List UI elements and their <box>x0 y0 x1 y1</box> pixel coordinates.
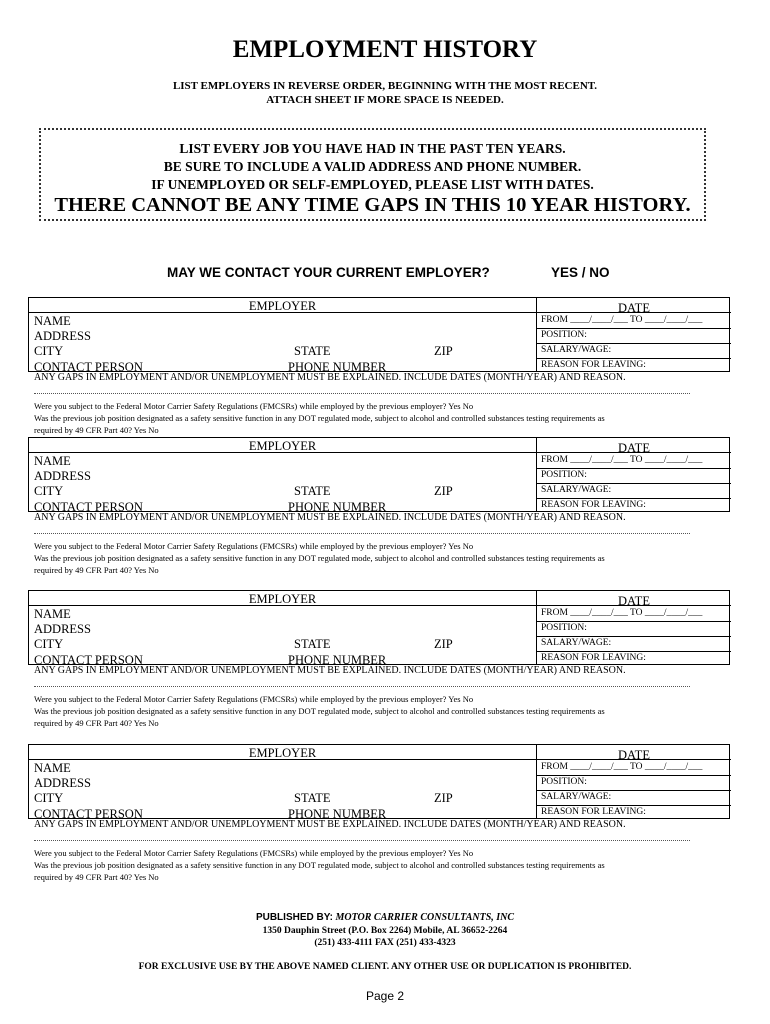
address-field[interactable]: ADDRESS <box>34 329 91 343</box>
fmcsr-question[interactable]: Were you subject to the Federal Motor Carrier Safety Regulations (FMCSRs) while employed by the previous employer? Yes No <box>34 541 474 551</box>
reason-field[interactable]: REASON FOR LEAVING: <box>541 653 646 663</box>
address-field[interactable]: ADDRESS <box>34 776 91 790</box>
gaps-instruction: ANY GAPS IN EMPLOYMENT AND/OR UNEMPLOYMENT MUST BE EXPLAINED. INCLUDE DATES (MONTH/YEAR) AND REASON. <box>34 372 626 383</box>
page-number: Page 2 <box>365 989 405 1003</box>
dot-question-line-2[interactable]: required by 49 CFR Part 40? Yes No <box>34 872 159 882</box>
zip-field[interactable]: ZIP <box>434 344 453 358</box>
name-field[interactable]: NAME <box>34 607 71 621</box>
gaps-instruction: ANY GAPS IN EMPLOYMENT AND/OR UNEMPLOYMENT MUST BE EXPLAINED. INCLUDE DATES (MONTH/YEAR) AND REASON. <box>34 819 626 830</box>
dot-question-line-2[interactable]: required by 49 CFR Part 40? Yes No <box>34 565 159 575</box>
gaps-explanation-line[interactable] <box>34 533 690 534</box>
employer-table <box>28 590 730 665</box>
from-to-field[interactable]: FROM ____/____/___ TO ____/____/___ <box>541 315 703 325</box>
state-field[interactable]: STATE <box>294 791 331 805</box>
fmcsr-question[interactable]: Were you subject to the Federal Motor Carrier Safety Regulations (FMCSRs) while employed by the previous employer? Yes No <box>34 694 474 704</box>
contact-employer-question: MAY WE CONTACT YOUR CURRENT EMPLOYER? <box>167 265 490 280</box>
address-field[interactable]: ADDRESS <box>34 622 91 636</box>
notice-line-3: IF UNEMPLOYED OR SELF-EMPLOYED, PLEASE LIST WITH DATES. <box>151 177 594 192</box>
date-header: DATE <box>618 301 650 315</box>
instruction-line-1: LIST EMPLOYERS IN REVERSE ORDER, BEGINNING WITH THE MOST RECENT. <box>172 80 598 92</box>
employer-header: EMPLOYER <box>248 299 317 313</box>
fmcsr-question[interactable]: Were you subject to the Federal Motor Carrier Safety Regulations (FMCSRs) while employed by the previous employer? Yes No <box>34 848 474 858</box>
phone-number-field[interactable]: PHONE NUMBER <box>288 360 387 374</box>
dot-question-line-2[interactable]: required by 49 CFR Part 40? Yes No <box>34 425 159 435</box>
employer-table <box>28 744 730 819</box>
position-field[interactable]: POSITION: <box>541 777 587 787</box>
city-field[interactable]: CITY <box>34 791 64 805</box>
date-header: DATE <box>618 441 650 455</box>
salary-field[interactable]: SALARY/WAGE: <box>541 792 612 802</box>
city-field[interactable]: CITY <box>34 637 64 651</box>
salary-field[interactable]: SALARY/WAGE: <box>541 345 612 355</box>
reason-field[interactable]: REASON FOR LEAVING: <box>541 500 646 510</box>
address-field[interactable]: ADDRESS <box>34 469 91 483</box>
date-header: DATE <box>618 594 650 608</box>
phone-number-field[interactable]: PHONE NUMBER <box>288 653 387 667</box>
name-field[interactable]: NAME <box>34 454 71 468</box>
contact-person-field[interactable]: CONTACT PERSON <box>34 360 143 374</box>
notice-line-1: LIST EVERY JOB YOU HAVE HAD IN THE PAST TEN YEARS. <box>179 141 566 156</box>
state-field[interactable]: STATE <box>294 637 331 651</box>
reason-field[interactable]: REASON FOR LEAVING: <box>541 360 646 370</box>
fmcsr-question[interactable]: Were you subject to the Federal Motor Carrier Safety Regulations (FMCSRs) while employed by the previous employer? Yes No <box>34 401 474 411</box>
usage-disclaimer: FOR EXCLUSIVE USE BY THE ABOVE NAMED CLIENT. ANY OTHER USE OR DUPLICATION IS PROHIBITED. <box>138 962 632 972</box>
employer-header: EMPLOYER <box>248 746 317 760</box>
name-field[interactable]: NAME <box>34 314 71 328</box>
employer-table <box>28 437 730 512</box>
phone-number-field[interactable]: PHONE NUMBER <box>288 500 387 514</box>
position-field[interactable]: POSITION: <box>541 623 587 633</box>
dot-question-line-1: Was the previous job position designated as a safety sensitive function in any DOT regulated mode, subject to alcohol and controlled substances testing requirements as <box>34 706 605 716</box>
notice-line-2: BE SURE TO INCLUDE A VALID ADDRESS AND PHONE NUMBER. <box>163 159 582 174</box>
contact-person-field[interactable]: CONTACT PERSON <box>34 653 143 667</box>
employer-header: EMPLOYER <box>248 592 317 606</box>
gaps-instruction: ANY GAPS IN EMPLOYMENT AND/OR UNEMPLOYMENT MUST BE EXPLAINED. INCLUDE DATES (MONTH/YEAR) AND REASON. <box>34 512 626 523</box>
name-field[interactable]: NAME <box>34 761 71 775</box>
city-field[interactable]: CITY <box>34 344 64 358</box>
from-to-field[interactable]: FROM ____/____/___ TO ____/____/___ <box>541 455 703 465</box>
contact-person-field[interactable]: CONTACT PERSON <box>34 807 143 821</box>
gaps-explanation-line[interactable] <box>34 393 690 394</box>
employer-table <box>28 297 730 372</box>
zip-field[interactable]: ZIP <box>434 791 453 805</box>
gaps-instruction: ANY GAPS IN EMPLOYMENT AND/OR UNEMPLOYMENT MUST BE EXPLAINED. INCLUDE DATES (MONTH/YEAR) AND REASON. <box>34 665 626 676</box>
contact-employer-yes-no[interactable]: YES / NO <box>551 265 610 280</box>
gaps-explanation-line[interactable] <box>34 686 690 687</box>
from-to-field[interactable]: FROM ____/____/___ TO ____/____/___ <box>541 762 703 772</box>
dot-question-line-1: Was the previous job position designated as a safety sensitive function in any DOT regulated mode, subject to alcohol and controlled substances testing requirements as <box>34 860 605 870</box>
from-to-field[interactable]: FROM ____/____/___ TO ____/____/___ <box>541 608 703 618</box>
contact-person-field[interactable]: CONTACT PERSON <box>34 500 143 514</box>
gaps-explanation-line[interactable] <box>34 840 690 841</box>
publisher-phones: (251) 433-4111 FAX (251) 433-4323 <box>314 938 456 948</box>
zip-field[interactable]: ZIP <box>434 484 453 498</box>
notice-emphasis: THERE CANNOT BE ANY TIME GAPS IN THIS 10 YEAR HISTORY. <box>54 194 691 216</box>
dot-question-line-2[interactable]: required by 49 CFR Part 40? Yes No <box>34 718 159 728</box>
instruction-line-2: ATTACH SHEET IF MORE SPACE IS NEEDED. <box>266 94 504 106</box>
date-header: DATE <box>618 748 650 762</box>
publisher-name: MOTOR CARRIER CONSULTANTS, INC <box>335 912 515 923</box>
salary-field[interactable]: SALARY/WAGE: <box>541 485 612 495</box>
dot-question-line-1: Was the previous job position designated as a safety sensitive function in any DOT regulated mode, subject to alcohol and controlled substances testing requirements as <box>34 553 605 563</box>
phone-number-field[interactable]: PHONE NUMBER <box>288 807 387 821</box>
publisher-address: 1350 Dauphin Street (P.O. Box 2264) Mobile, AL 36652-2264 <box>262 926 508 936</box>
state-field[interactable]: STATE <box>294 484 331 498</box>
reason-field[interactable]: REASON FOR LEAVING: <box>541 807 646 817</box>
city-field[interactable]: CITY <box>34 484 64 498</box>
employer-header: EMPLOYER <box>248 439 317 453</box>
state-field[interactable]: STATE <box>294 344 331 358</box>
notice-box <box>39 128 706 221</box>
position-field[interactable]: POSITION: <box>541 470 587 480</box>
salary-field[interactable]: SALARY/WAGE: <box>541 638 612 648</box>
page-title: EMPLOYMENT HISTORY <box>232 36 538 63</box>
dot-question-line-1: Was the previous job position designated as a safety sensitive function in any DOT regulated mode, subject to alcohol and controlled substances testing requirements as <box>34 413 605 423</box>
zip-field[interactable]: ZIP <box>434 637 453 651</box>
position-field[interactable]: POSITION: <box>541 330 587 340</box>
publisher-line <box>0 912 770 923</box>
published-by-label: PUBLISHED BY: <box>255 912 333 923</box>
